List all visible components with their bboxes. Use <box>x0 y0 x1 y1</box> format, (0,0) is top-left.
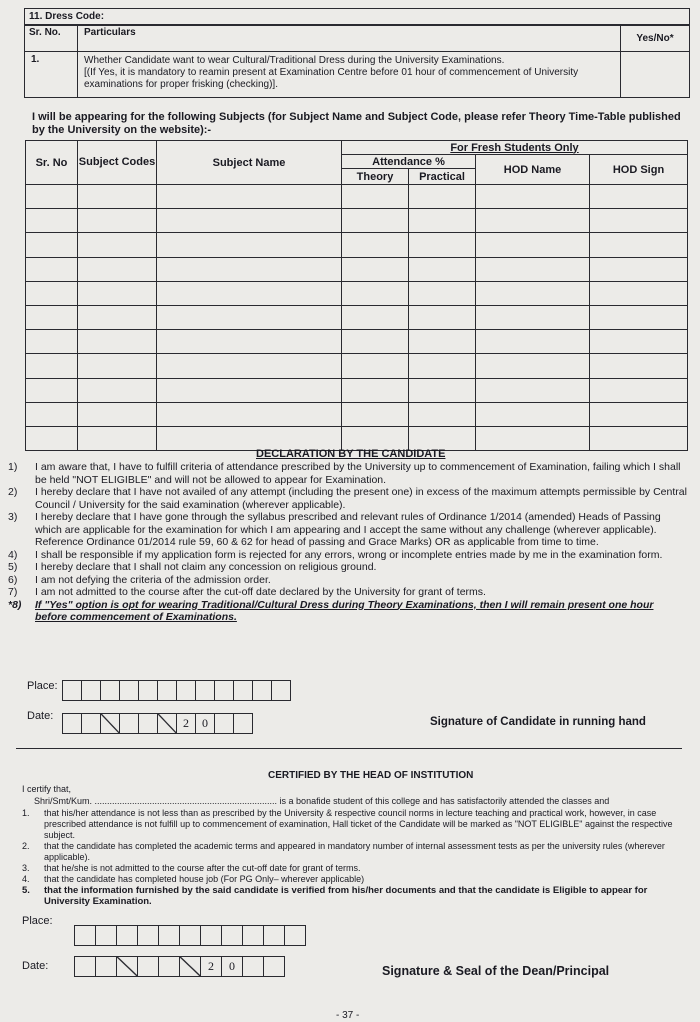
declaration-item-number: 2) <box>8 486 18 498</box>
entry-box[interactable] <box>95 925 116 946</box>
entry-box[interactable] <box>138 713 157 734</box>
subject-sr-cell[interactable] <box>26 185 78 209</box>
entry-box[interactable] <box>95 956 116 977</box>
principal-place-boxes[interactable] <box>74 925 306 946</box>
certificate-list <box>22 808 682 907</box>
subject-practical-cell[interactable] <box>409 257 476 281</box>
entry-box[interactable] <box>74 956 95 977</box>
subject-name-cell[interactable] <box>157 209 342 233</box>
subject-row <box>26 305 688 329</box>
candidate-place-label: Place: <box>27 680 58 692</box>
subject-row <box>26 378 688 402</box>
dress-code-title: 11. Dress Code: <box>25 9 689 25</box>
subject-code-cell[interactable] <box>78 330 157 354</box>
dress-row-note: [(If Yes, it is mandatory to reamin present at Examination Centre before 01 hour of commencement of University examinations for proper frisking (checking)]. <box>84 67 579 90</box>
subject-name-cell[interactable] <box>157 185 342 209</box>
declaration-item-text: I shall be responsible if my application form is rejected for any errors, wrong or incomplete entries made by me in the examination form. <box>35 548 663 561</box>
col-attendance: Attendance % <box>342 155 476 169</box>
subject-practical-cell[interactable] <box>409 426 476 450</box>
entry-box[interactable] <box>158 925 179 946</box>
entry-box[interactable]: 2 <box>176 713 195 734</box>
subject-code-cell[interactable] <box>78 209 157 233</box>
dress-yesno-header: Yes/No* <box>621 26 690 52</box>
entry-box[interactable] <box>81 680 100 701</box>
col-fresh-students: For Fresh Students Only <box>342 141 688 155</box>
subject-sr-cell[interactable] <box>26 330 78 354</box>
candidate-signature-label: Signature of Candidate in running hand <box>430 716 646 728</box>
declaration-item-number: 1) <box>8 461 18 473</box>
subject-row <box>26 330 688 354</box>
declaration-item-number: 5) <box>8 561 18 573</box>
entry-box[interactable] <box>157 680 176 701</box>
entry-box[interactable] <box>100 713 119 734</box>
entry-box[interactable] <box>214 680 233 701</box>
declaration-item <box>8 461 688 486</box>
subject-sr-cell[interactable] <box>26 281 78 305</box>
entry-box[interactable] <box>233 713 253 734</box>
declaration-item-number: 3) <box>8 511 18 523</box>
subject-code-cell[interactable] <box>78 378 157 402</box>
subject-hod-name-cell[interactable] <box>476 354 590 378</box>
subject-name-cell[interactable] <box>157 305 342 329</box>
certificate-item <box>22 885 682 907</box>
declaration-item <box>8 511 688 549</box>
principal-date-label: Date: <box>22 960 49 972</box>
subject-practical-cell[interactable] <box>409 233 476 257</box>
entry-box[interactable] <box>137 925 158 946</box>
dress-particulars-header: Particulars <box>78 26 621 52</box>
entry-box[interactable] <box>158 956 179 977</box>
candidate-date-label: Date: <box>27 710 54 722</box>
col-subject-name: Subject Name <box>157 141 342 185</box>
subject-practical-cell[interactable] <box>409 209 476 233</box>
subject-row <box>26 185 688 209</box>
subject-hod-name-cell[interactable] <box>476 378 590 402</box>
subject-code-cell[interactable] <box>78 354 157 378</box>
declaration-item <box>8 574 688 587</box>
entry-box[interactable] <box>252 680 271 701</box>
certificate-item-number: 1. <box>22 808 30 818</box>
subject-hod-name-cell[interactable] <box>476 281 590 305</box>
subject-theory-cell[interactable] <box>342 305 409 329</box>
entry-box[interactable] <box>179 956 200 977</box>
certificate-item <box>22 874 682 885</box>
subject-sr-cell[interactable] <box>26 402 78 426</box>
subject-hod-sign-cell[interactable] <box>590 305 688 329</box>
subject-hod-name-cell[interactable] <box>476 426 590 450</box>
subject-code-cell[interactable] <box>78 257 157 281</box>
subject-sr-cell[interactable] <box>26 257 78 281</box>
entry-box[interactable] <box>74 925 95 946</box>
page-number: - 37 - <box>336 1010 360 1021</box>
certificate-name-line: Shri/Smt/Kum. ......................................................................... is a bonafide student of this college and has satisfactorily attended the classes and <box>34 796 610 806</box>
subject-theory-cell[interactable] <box>342 185 409 209</box>
subject-hod-name-cell[interactable] <box>476 233 590 257</box>
dress-row-question: Whether Candidate want to wear Cultural/Traditional Dress during the University Examinations. <box>84 55 505 66</box>
subject-sr-cell[interactable] <box>26 354 78 378</box>
subject-hod-sign-cell[interactable] <box>590 330 688 354</box>
declaration-item-text: I hereby declare that I shall not claim any concession on religious ground. <box>35 561 377 573</box>
certificate-item-text: that he/she is not admitted to the course after the cut-off date for grant of terms. <box>44 863 361 873</box>
subject-sr-cell[interactable] <box>26 209 78 233</box>
entry-box[interactable] <box>195 680 214 701</box>
candidate-place-boxes[interactable] <box>62 680 291 701</box>
subject-row <box>26 257 688 281</box>
subject-practical-cell[interactable] <box>409 330 476 354</box>
col-theory: Theory <box>342 169 409 185</box>
subject-practical-cell[interactable] <box>409 185 476 209</box>
subject-name-cell[interactable] <box>157 354 342 378</box>
certificate-title: CERTIFIED BY THE HEAD OF INSTITUTION <box>268 770 474 781</box>
certificate-item-number: 4. <box>22 874 30 884</box>
certificate-item-text: that his/her attendance is not less than as prescribed by the University & respective council norms in lecture teaching and practical work, however, in case prescribed attendance is not fulfill up to commencement of examination, Hall ticket of the Candidate will be marked as "NOT ELIGIBLE" against the respective subject. <box>44 808 673 840</box>
declaration-item-text: I am not defying the criteria of the admission order. <box>35 573 271 586</box>
certificate-item-text: that the candidate has completed the academic terms and appeared in mandatory number of internal assessment tests as per the university rules (wherever applicable). <box>44 841 665 862</box>
subject-theory-cell[interactable] <box>342 426 409 450</box>
dress-code-section <box>24 8 690 98</box>
declaration-item-number: 6) <box>8 573 18 586</box>
dress-row-text <box>78 52 621 98</box>
certificate-item-number: 2. <box>22 841 30 851</box>
col-hod-sign: HOD Sign <box>590 155 688 185</box>
declaration-item-number: 4) <box>8 548 18 561</box>
subject-hod-sign-cell[interactable] <box>590 378 688 402</box>
entry-box[interactable] <box>116 956 137 977</box>
subject-row <box>26 233 688 257</box>
entry-box[interactable] <box>137 956 158 977</box>
certificate-item <box>22 841 682 863</box>
subject-name-cell[interactable] <box>157 330 342 354</box>
dress-row-sr: 1. <box>25 52 78 98</box>
certificate-item <box>22 808 682 841</box>
entry-box[interactable] <box>214 713 233 734</box>
subject-name-cell[interactable] <box>157 378 342 402</box>
declaration-item-dress <box>8 599 688 624</box>
col-subject-codes: Subject Codes <box>78 141 157 185</box>
subject-code-cell[interactable] <box>78 185 157 209</box>
entry-box[interactable] <box>100 680 119 701</box>
entry-box[interactable] <box>242 956 263 977</box>
subject-practical-cell[interactable] <box>409 305 476 329</box>
entry-box[interactable]: 0 <box>221 956 242 977</box>
certificate-intro: I certify that, <box>22 784 72 794</box>
subject-row <box>26 209 688 233</box>
declaration-item-text: I am aware that, I have to fulfill criteria of attendance prescribed by the University up to commencement of Examination, failing which I shall be held "NOT ELIGIBLE" and will not be allowed to appear for Examination. <box>35 461 681 486</box>
entry-box[interactable] <box>179 925 200 946</box>
subject-name-cell[interactable] <box>157 257 342 281</box>
col-practical: Practical <box>409 169 476 185</box>
subject-hod-sign-cell[interactable] <box>590 209 688 233</box>
declaration-item-text: I am not admitted to the course after the cut-off date declared by the University for grant of terms. <box>35 586 486 598</box>
entry-box[interactable] <box>284 925 306 946</box>
col-hod-name: HOD Name <box>476 155 590 185</box>
subject-hod-sign-cell[interactable] <box>590 354 688 378</box>
entry-box[interactable] <box>116 925 137 946</box>
entry-box[interactable] <box>157 713 176 734</box>
subject-code-cell[interactable] <box>78 305 157 329</box>
subject-theory-cell[interactable] <box>342 378 409 402</box>
subject-name-cell[interactable] <box>157 281 342 305</box>
certificate-item-number: 5. <box>22 885 30 896</box>
principal-date-boxes[interactable] <box>74 956 285 977</box>
subjects-table <box>25 140 688 451</box>
subject-theory-cell[interactable] <box>342 281 409 305</box>
subject-hod-sign-cell[interactable] <box>590 281 688 305</box>
subject-hod-sign-cell[interactable] <box>590 426 688 450</box>
candidate-date-boxes[interactable] <box>62 713 253 734</box>
declaration-item-text: I hereby declare that I have gone through the syllabus prescribed and relevant rules of Ordinance 1/2014 (amended) Heads of Passing which are applicable for the examination for which I am appearing and I accept the same without any challenge (wherever applicable). Reference Ordinance 01/2014 rule 59, 60 & 62 for head of passing and Grace Marks) OR as applicable from time to time. <box>35 511 661 548</box>
col-sr-no: Sr. No <box>26 141 78 185</box>
entry-box[interactable] <box>221 925 242 946</box>
subject-practical-cell[interactable] <box>409 354 476 378</box>
subject-practical-cell[interactable] <box>409 378 476 402</box>
entry-box[interactable] <box>233 680 252 701</box>
entry-box[interactable] <box>119 680 138 701</box>
dress-yesno-field[interactable] <box>621 52 690 98</box>
subject-hod-name-cell[interactable] <box>476 209 590 233</box>
subject-hod-name-cell[interactable] <box>476 402 590 426</box>
principal-signature-label: Signature & Seal of the Dean/Principal <box>382 964 610 978</box>
subject-practical-cell[interactable] <box>409 281 476 305</box>
subject-sr-cell[interactable] <box>26 233 78 257</box>
subject-hod-sign-cell[interactable] <box>590 233 688 257</box>
subject-code-cell[interactable] <box>78 281 157 305</box>
declaration-item <box>8 586 688 599</box>
subject-row <box>26 354 688 378</box>
certificate-item-text: that the candidate has completed house job (For PG Only– wherever applicable) <box>44 874 365 884</box>
entry-box[interactable] <box>263 956 285 977</box>
subject-code-cell[interactable] <box>78 233 157 257</box>
entry-box[interactable] <box>62 680 81 701</box>
entry-box[interactable] <box>271 680 291 701</box>
subject-row <box>26 281 688 305</box>
declaration-list <box>8 461 688 624</box>
certificate-item-text: that the information furnished by the said candidate is verified from his/her documents and that the candidate is Eligible to appear for University Examination. <box>44 885 648 907</box>
entry-box[interactable] <box>119 713 138 734</box>
declaration-item <box>8 549 688 562</box>
subject-code-cell[interactable] <box>78 402 157 426</box>
subject-sr-cell[interactable] <box>26 305 78 329</box>
subject-sr-cell[interactable] <box>26 426 78 450</box>
principal-place-label: Place: <box>22 915 53 927</box>
subject-hod-name-cell[interactable] <box>476 305 590 329</box>
declaration-item-number: *8) <box>8 598 22 611</box>
subject-theory-cell[interactable] <box>342 257 409 281</box>
entry-box[interactable] <box>263 925 284 946</box>
subject-row <box>26 402 688 426</box>
subject-name-cell[interactable] <box>157 402 342 426</box>
entry-box[interactable] <box>81 713 100 734</box>
subject-theory-cell[interactable] <box>342 354 409 378</box>
entry-box[interactable] <box>138 680 157 701</box>
subject-practical-cell[interactable] <box>409 402 476 426</box>
subject-sr-cell[interactable] <box>26 378 78 402</box>
subject-theory-cell[interactable] <box>342 233 409 257</box>
subject-name-cell[interactable] <box>157 426 342 450</box>
entry-box[interactable] <box>200 925 221 946</box>
subject-hod-name-cell[interactable] <box>476 257 590 281</box>
dress-sr-header: Sr. No. <box>25 26 78 52</box>
subject-row <box>26 426 688 450</box>
subject-code-cell[interactable] <box>78 426 157 450</box>
declaration-item-text: If "Yes" option is opt for wearing Traditional/Cultural Dress during Theory Examinations, then I will remain present one hour before commencement of Examinations. <box>35 598 654 623</box>
certificate-item <box>22 863 682 874</box>
certificate-item-number: 3. <box>22 863 30 873</box>
declaration-item <box>8 561 688 574</box>
subject-hod-name-cell[interactable] <box>476 330 590 354</box>
dress-code-table <box>24 25 690 98</box>
subject-theory-cell[interactable] <box>342 330 409 354</box>
subject-name-cell[interactable] <box>157 233 342 257</box>
subject-hod-sign-cell[interactable] <box>590 257 688 281</box>
subject-theory-cell[interactable] <box>342 402 409 426</box>
subject-hod-name-cell[interactable] <box>476 185 590 209</box>
declaration-item-number: 7) <box>8 586 18 598</box>
subject-theory-cell[interactable] <box>342 209 409 233</box>
entry-box[interactable] <box>242 925 263 946</box>
entry-box[interactable]: 0 <box>195 713 214 734</box>
declaration-item-text: I hereby declare that I have not availed of any attempt (including the present one) in excess of the maximum attempts permissible by Central Council / University for the said examination (wherever applicable). <box>35 486 687 511</box>
subject-hod-sign-cell[interactable] <box>590 185 688 209</box>
declaration-title: DECLARATION BY THE CANDIDATE <box>256 448 446 460</box>
subject-hod-sign-cell[interactable] <box>590 402 688 426</box>
subjects-intro: I will be appearing for the following Subjects (for Subject Name and Subject Code, please refer Theory Time-Table published by the University on the website):- <box>32 111 681 136</box>
subjects-table-body <box>26 185 688 451</box>
section-divider <box>16 748 682 749</box>
entry-box[interactable] <box>176 680 195 701</box>
entry-box[interactable] <box>62 713 81 734</box>
entry-box[interactable]: 2 <box>200 956 221 977</box>
declaration-item <box>8 486 688 511</box>
